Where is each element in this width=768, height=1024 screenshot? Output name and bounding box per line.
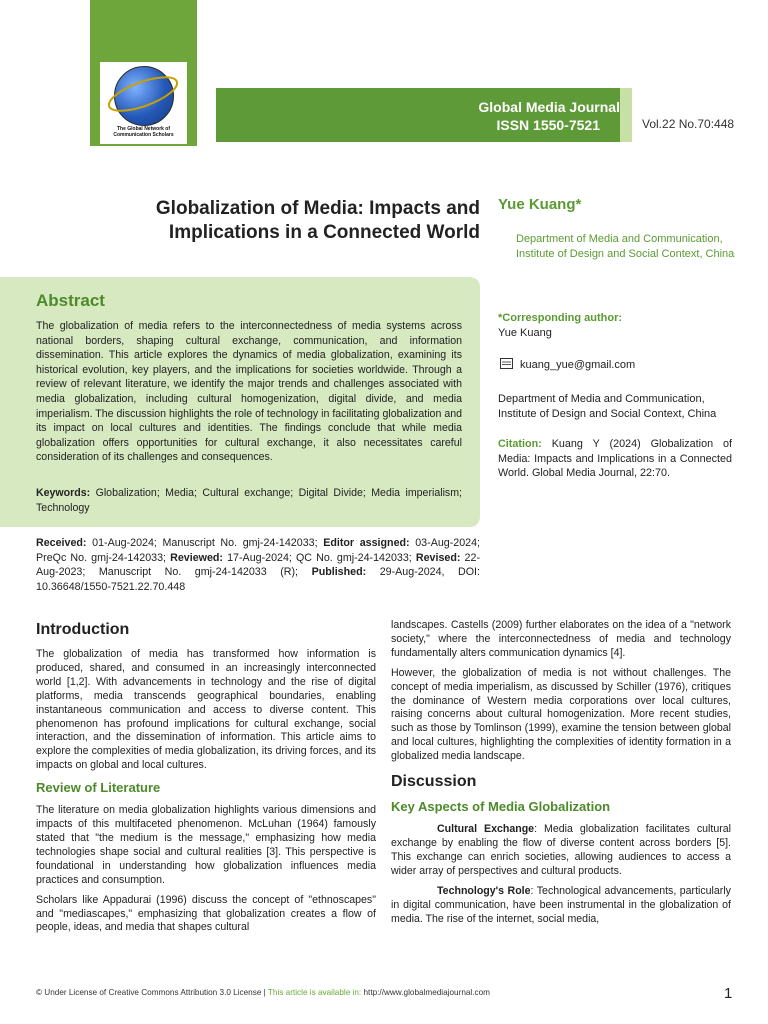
title-line-1: Globalization of Media: Impacts and	[155, 198, 480, 219]
review-heading: Review of Literature	[36, 780, 161, 796]
abstract-heading: Abstract	[36, 291, 105, 310]
abstract-text: The globalization of media refers to the interconnectedness of media systems across national borders, shaping cultural exchange, communication, and information dissemination. This article explores the dynamics of media globalization, examining its historical evolution, key players, and the implications for societies worldwide. Through a review of relevant literature, we identify the major trends and challenges associated with media globalization, including cultural homogenization, digital divide, and media imperialism. The discussion highlights the role of technology in facilitating globalization and its impact on local cultures and identities. The findings conclude that while media globalization offers opportunities for cultural exchange, it also necessitates careful consideration of its challenges and consequences.	[36, 320, 462, 464]
citation	[498, 437, 732, 481]
volume-info: Vol.22 No.70:448	[642, 117, 735, 131]
published-label: Published:	[311, 566, 367, 578]
corresponding-author-label: *Corresponding author:	[498, 312, 623, 324]
citation-text: Kuang Y (2024) Globalization of Media: Impacts and Implications in a Connected World. Global Media Journal, 22:70.	[498, 438, 732, 479]
header-stripe	[620, 88, 632, 142]
received-label: Received:	[36, 537, 87, 549]
introduction-heading: Introduction	[36, 621, 130, 638]
discussion-heading: Discussion	[391, 773, 477, 791]
received-text: 01-Aug-2024; Manuscript No. gmj-24-142033;	[86, 537, 324, 549]
keywords	[36, 486, 462, 515]
footer-available: This article is available in:	[267, 988, 364, 997]
body-right-column	[391, 619, 731, 932]
logo-caption: The Global Network of Communication Scholars	[113, 126, 174, 138]
citation-label: Citation:	[498, 438, 542, 450]
email-link[interactable]: kuang_yue@gmail.com	[520, 359, 636, 371]
right-paragraph-1: landscapes. Castells (2009) further elaborates on the idea of a "network society," where the interconnectedness of media and technology fundamentally alters communication dynamics [4].	[391, 619, 731, 659]
right-paragraph-2: However, the globalization of media is not without challenges. The concept of media imperialism, as discussed by Schiller (1976), critiques the dominance of Western media corporations over local cultures, raising concerns about cultural homogenization. More recent studies, such as those by Tomlinson (1999), examine the tension between global and local cultures, highlighting the complexities of identity formation in a globalized media landscape.	[391, 666, 731, 763]
editor-label: Editor assigned:	[323, 537, 410, 549]
key-aspects-heading: Key Aspects of Media Globalization	[391, 799, 611, 815]
revised-text: 22-Aug-2023; Manuscript No. gmj-24-142033 (R);	[36, 551, 480, 578]
cultural-exchange-label: Cultural Exchange	[437, 823, 535, 836]
header-band	[216, 88, 632, 142]
journal-name: Global Media Journal	[478, 99, 620, 115]
reviewed-text: 17-Aug-2024; QC No. gmj-24-142033;	[223, 551, 416, 564]
body-left-column	[36, 620, 376, 941]
email-icon	[500, 358, 513, 369]
introduction-paragraph: The globalization of media has transformed how information is produced, shared, and consumed in an increasingly interconnected world [1,2]. With advancements in technology and the rise of digital platforms, media transcends geographical boundaries, enabling instantaneous communication and access to diverse content. This phenomenon has profound implications for cultural exchange, social interaction, and the dissemination of information. This article aims to explore the complexities of media globalization, its driving forces, and its impacts on global and local cultures.	[36, 648, 376, 772]
technology-role-paragraph	[391, 885, 731, 927]
page-number: 1	[724, 985, 733, 1002]
corresponding-author-name: Yue Kuang	[498, 327, 552, 339]
revised-label: Revised:	[415, 551, 461, 564]
author-affiliation: Department of Media and Communication, Institute of Design and Social Context, China	[516, 233, 735, 260]
article-title	[100, 197, 480, 245]
review-paragraph-1: The literature on media globalization highlights various dimensions and impacts of this multifaceted phenomenon. McLuhan (1964) famously stated that "the medium is the message," emphasizing how media technologies shape social and cultural realities [3]. This perspective is foundational in understanding how globalization influences media practices and consumption.	[36, 804, 376, 886]
logo-panel	[90, 0, 197, 146]
author-name: Yue Kuang*	[498, 196, 582, 213]
cultural-exchange-text: : Media globalization facilitates cultural exchange by enabling the flow of diverse content across borders [5]. This exchange can enrich societies, allowing audiences to access a wider array of perspectives and cultural products.	[391, 823, 732, 877]
review-paragraph-2: Scholars like Appadurai (1996) discuss the concept of "ethnoscapes" and "mediascapes," emphasizing that globalization creates a flow of people, ideas, and media that shapes cultural	[36, 893, 376, 934]
reviewed-label: Reviewed:	[170, 551, 223, 564]
cultural-exchange-paragraph	[391, 823, 731, 879]
page-footer	[36, 988, 490, 997]
footer-license: © Under License of Creative Commons Attribution 3.0 License |	[36, 988, 268, 997]
manuscript-history	[36, 536, 480, 594]
corresponding-department: Department of Media and Communication, Institute of Design and Social Context, China	[498, 393, 717, 420]
title-line-2: Implications in a Connected World	[168, 222, 480, 243]
logo-ring-icon	[105, 64, 181, 122]
published-text: 29-Aug-2024, DOI: 10.36648/1550-7521.22.70.448	[36, 566, 480, 593]
journal-issn: ISSN 1550-7521	[496, 117, 600, 133]
technology-role-label: Technology's Role	[437, 884, 531, 897]
keywords-text: Globalization; Media; Cultural exchange; Digital Divide; Media imperialism; Technology	[36, 487, 462, 514]
keywords-label: Keywords:	[36, 487, 91, 499]
journal-logo	[100, 62, 187, 144]
editor-text: 03-Aug-2024; PreQc No. gmj-24-142033;	[36, 537, 481, 564]
technology-role-text: : Technological advancements, particularly in digital communication, have been instrumental in the globalization of media. The rise of the internet, social media,	[391, 884, 731, 925]
footer-url-link[interactable]: http://www.globalmediajournal.com	[363, 988, 490, 997]
